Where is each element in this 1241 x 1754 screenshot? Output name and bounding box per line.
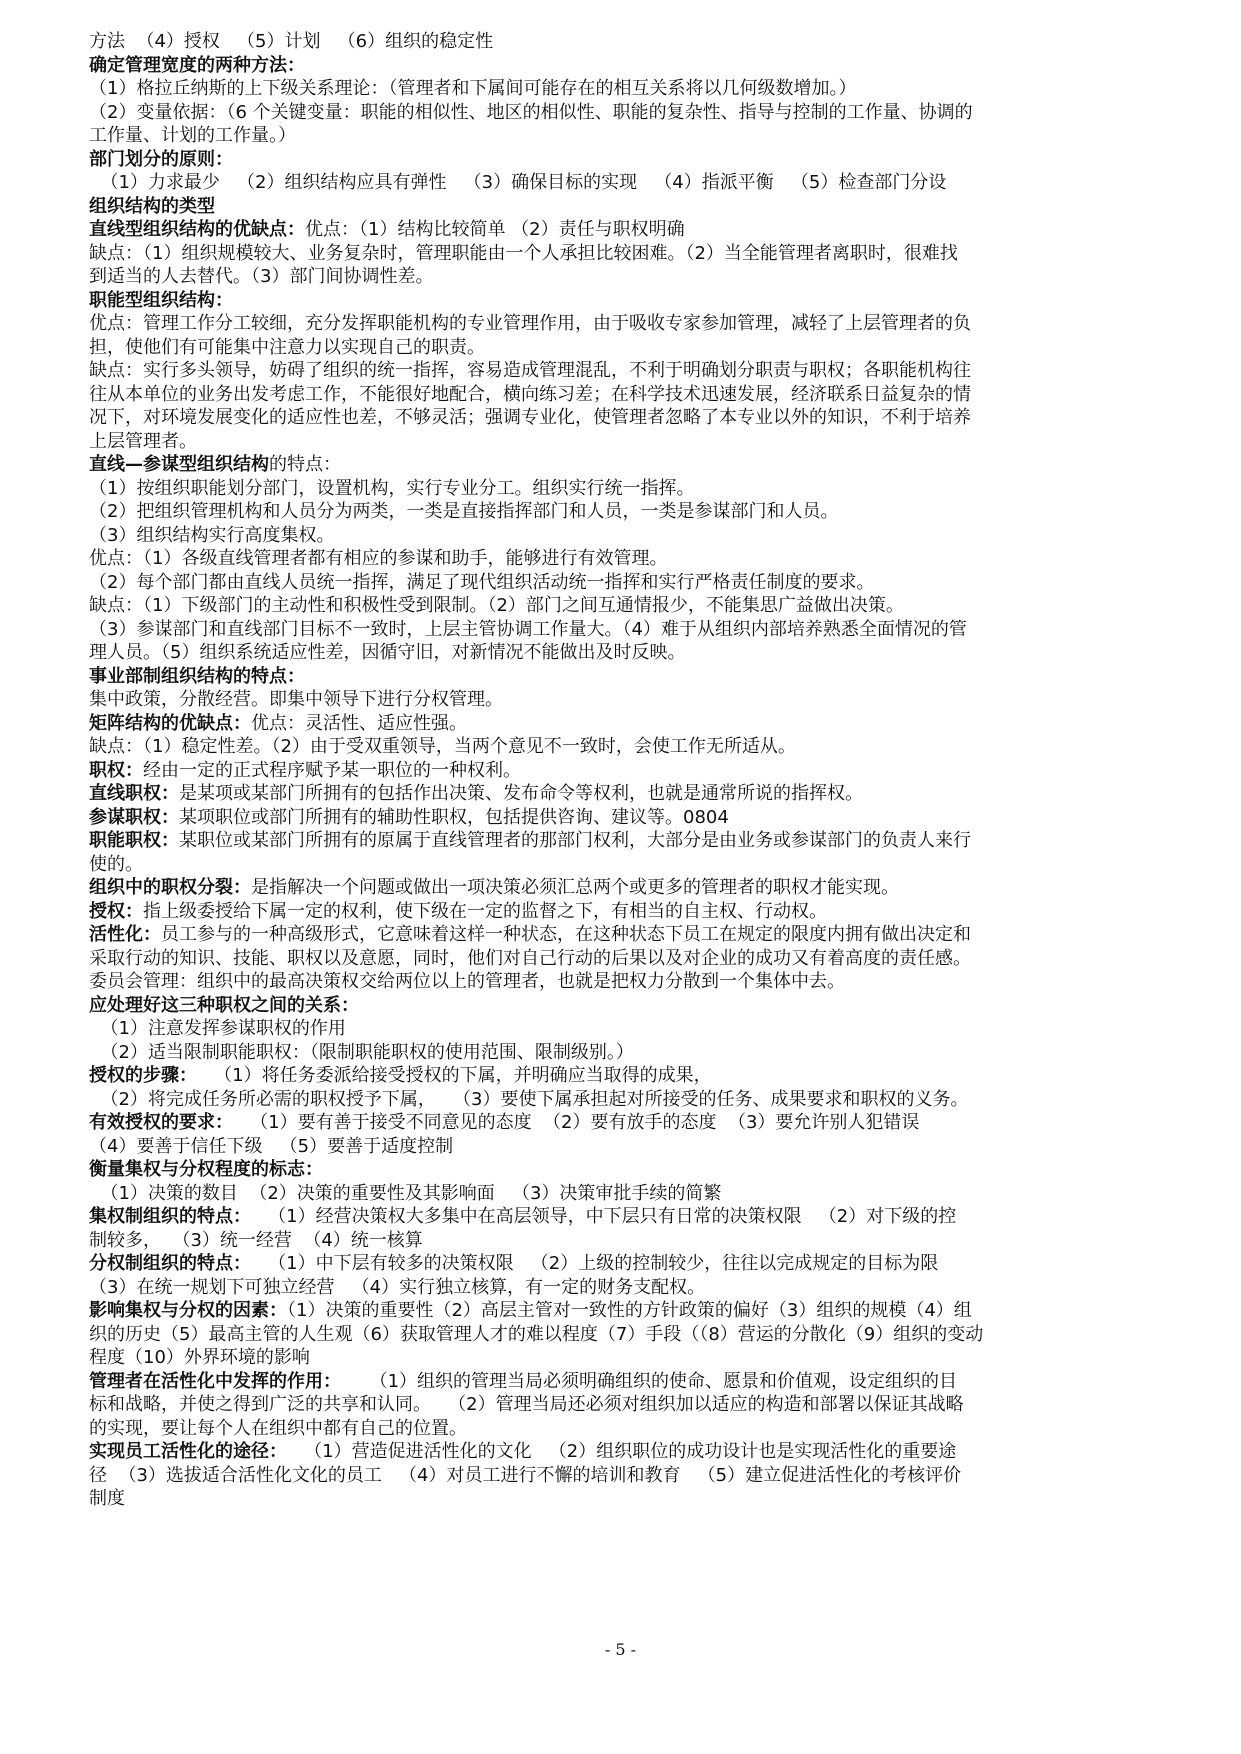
body-text: 到适当的人去替代。（3）部门间协调性差。 xyxy=(89,266,434,287)
heading-text: 活性化： xyxy=(89,924,161,945)
heading-line xyxy=(89,1440,1159,1464)
body-text: 缺点：（1）稳定性差。（2）由于受双重领导，当两个意见不一致时，会使工作无所适从。 xyxy=(89,736,796,757)
body-text: 某项职位或部门所拥有的辅助性职权，包括提供咨询、建议等。0804 xyxy=(179,806,729,828)
body-text: （1）经营决策权大多集中在高层领导，中下层只有日常的决策权限 （2）对下级的控 xyxy=(251,1206,957,1227)
page-number: - 5 - xyxy=(604,1640,637,1659)
heading-text: 管理者在活性化中发挥的作用： xyxy=(89,1370,341,1392)
body-text: 制度 xyxy=(89,1488,125,1509)
text-line xyxy=(89,641,1159,665)
text-line xyxy=(89,30,1159,54)
body-text: （2）变量依据：（6 个关键变量：职能的相似性、地区的相似性、职能的复杂性、指导与控制的工作量、协调的 xyxy=(89,101,973,123)
body-text: 是某项或某部门所拥有的包括作出决策、发布命令等权利，也就是通常所说的指挥权。 xyxy=(179,783,863,804)
heading-text: 组织结构的类型 xyxy=(89,195,215,217)
heading-line xyxy=(89,994,1159,1018)
heading-text: 衡量集权与分权程度的标志： xyxy=(89,1159,323,1180)
body-text: 织的历史（5）最高主管的人生观（6）获取管理人才的难以程度（7）手段（（8）营运的分散化（9）组织的变动 xyxy=(89,1323,984,1345)
text-line xyxy=(89,312,1159,336)
body-text: 径 （3）选拔适合活性化文化的员工 （4）对员工进行不懈的培训和教育 （5）建立促进活性化的考核评价 xyxy=(89,1464,962,1486)
heading-line xyxy=(89,1205,1159,1229)
text-line xyxy=(89,688,1159,712)
heading-line xyxy=(89,806,1159,830)
body-text: 方法 （4）授权 （5）计划 （6）组织的稳定性 xyxy=(89,31,494,52)
body-text: 制较多， （3）统一经营 （4）统一核算 xyxy=(89,1229,423,1251)
text-line xyxy=(89,101,1159,125)
body-text: （1）决策的数目 （2）决策的重要性及其影响面 （3）决策审批手续的简繁 xyxy=(89,1182,722,1204)
body-text: 的特点： xyxy=(269,454,341,475)
body-text: 优点：（1）各级直线管理者都有相应的参谋和助手，能够进行有效管理。 xyxy=(89,548,668,569)
body-text: 上层管理者。 xyxy=(89,430,197,452)
heading-line xyxy=(89,1252,1159,1276)
body-text: 优点：灵活性、适应性强。 xyxy=(251,712,467,734)
heading-text: 实现员工活性化的途径： xyxy=(89,1441,287,1462)
heading-text: 授权： xyxy=(89,900,143,922)
heading-text: 集权制组织的特点： xyxy=(89,1206,251,1227)
heading-text: 直线—参谋型组织结构 xyxy=(89,454,269,475)
text-line xyxy=(89,1182,1159,1206)
text-line xyxy=(89,1017,1159,1041)
heading-line xyxy=(89,923,1159,947)
text-line xyxy=(89,359,1159,383)
text-line xyxy=(89,477,1159,501)
body-text: 采取行动的知识、技能、职权以及意愿，同时，他们对自己行动的后果以及对企业的成功又有着高度的责任感。 xyxy=(89,947,971,969)
text-line xyxy=(89,547,1159,571)
text-line xyxy=(89,1464,1159,1488)
body-text: 优点：（1）结构比较简单 （2）责任与职权明确 xyxy=(305,219,685,240)
heading-text: 应处理好这三种职权之间的关系： xyxy=(89,994,359,1016)
heading-text: 授权的步骤： xyxy=(89,1065,197,1086)
body-text: 是指解决一个问题或做出一项决策必须汇总两个或更多的管理者的职权才能实现。 xyxy=(251,877,899,898)
text-line xyxy=(89,383,1159,407)
heading-text: 参谋职权： xyxy=(89,806,179,828)
body-text: （3）参谋部门和直线部门目标不一致时，上层主管协调工作量大。（4）难于从组织内部培养熟悉全面情况的管 xyxy=(89,618,967,640)
body-text: （4）要善于信任下级 （5）要善于适度控制 xyxy=(89,1135,454,1157)
body-text: （1）注意发挥参谋职权的作用 xyxy=(89,1018,346,1039)
heading-line xyxy=(89,829,1159,853)
text-line xyxy=(89,1041,1159,1065)
text-line xyxy=(89,970,1159,994)
heading-text: 事业部制组织结构的特点： xyxy=(89,665,305,687)
document-body xyxy=(89,30,1159,1511)
body-text: （1）组织的管理当局必须明确组织的使命、愿景和价值观，设定组织的目 xyxy=(341,1370,958,1392)
text-line xyxy=(89,171,1159,195)
heading-text: 部门划分的原则： xyxy=(89,148,233,170)
body-text: 员工参与的一种高级形式，它意味着这样一种状态，在这种状态下员工在规定的限度内拥有做出决定和 xyxy=(161,924,971,945)
body-text: （3）在统一规划下可独立经营 （4）实行独立核算，有一定的财务支配权。 xyxy=(89,1276,706,1298)
body-text: 往从本单位的业务出发考虑工作，不能很好地配合，横向练习差；在科学技术迅速发展，经济联系日益复杂的情 xyxy=(89,383,971,405)
heading-line xyxy=(89,900,1159,924)
body-text: 经由一定的正式程序赋予某一职位的一种权利。 xyxy=(143,759,521,781)
text-line xyxy=(89,1393,1159,1417)
body-text: 况下，对环境发展变化的适应性也差，不够灵活；强调专业化，使管理者忽略了本专业以外的知识，不利于培养 xyxy=(89,407,971,428)
body-text: （2）把组织管理机构和人员分为两类，一类是直接指挥部门和人员，一类是参谋部门和人员。 xyxy=(89,501,839,522)
text-line xyxy=(89,124,1159,148)
text-line xyxy=(89,430,1159,454)
text-line xyxy=(89,524,1159,548)
body-text: （2）将完成任务所必需的职权授予下属， （3）要使下属承担起对所接受的任务、成果要求和职权的义务。 xyxy=(89,1088,969,1110)
text-line xyxy=(89,406,1159,430)
body-text: 理人员。（5）组织系统适应性差，因循守旧，对新情况不能做出及时反映。 xyxy=(89,642,686,663)
text-line xyxy=(89,500,1159,524)
text-line xyxy=(89,1323,1159,1347)
heading-text: 组织中的职权分裂： xyxy=(89,877,251,898)
heading-text: 直线型组织结构的优缺点： xyxy=(89,219,305,240)
body-text: 程度（10）外界环境的影响 xyxy=(89,1347,310,1368)
body-text: （1）按组织职能划分部门，设置机构，实行专业分工。组织实行统一指挥。 xyxy=(89,477,695,499)
body-text: （1）格拉丘纳斯的上下级关系理论：（管理者和下属间可能存在的相互关系将以几何级数增加。） xyxy=(89,78,857,99)
heading-text: 职权： xyxy=(89,759,143,781)
heading-line xyxy=(89,289,1159,313)
heading-line xyxy=(89,1299,1159,1323)
text-line xyxy=(89,594,1159,618)
text-line xyxy=(89,853,1159,877)
heading-text: 职能型组织结构： xyxy=(89,289,233,311)
text-line xyxy=(89,336,1159,360)
heading-line xyxy=(89,876,1159,900)
body-text: 使的。 xyxy=(89,853,143,875)
body-text: 集中政策，分散经营。即集中领导下进行分权管理。 xyxy=(89,689,503,710)
body-text: （2）适当限制职能职权：（限制职能职权的使用范围、限制级别。） xyxy=(89,1041,634,1063)
body-text: （2）每个部门都由直线人员统一指挥，满足了现代组织活动统一指挥和实行严格责任制度的要求。 xyxy=(89,571,875,593)
body-text: 的实现，要让每个人在组织中都有自己的位置。 xyxy=(89,1417,467,1439)
text-line xyxy=(89,242,1159,266)
text-line xyxy=(89,77,1159,101)
heading-line xyxy=(89,665,1159,689)
body-text: （1）将任务委派给接受授权的下属，并明确应当取得的成果， xyxy=(197,1065,712,1086)
body-text: 缺点：实行多头领导，妨碍了组织的统一指挥，容易造成管理混乱，不利于明确划分职责与职权；各职能机构往 xyxy=(89,360,971,381)
heading-line xyxy=(89,1370,1159,1394)
text-line xyxy=(89,571,1159,595)
heading-text: 分权制组织的特点： xyxy=(89,1253,251,1274)
heading-line xyxy=(89,148,1159,172)
heading-line xyxy=(89,453,1159,477)
body-text: 委员会管理：组织中的最高决策权交给两位以上的管理者，也就是把权力分散到一个集体中去。 xyxy=(89,971,845,992)
text-line xyxy=(89,947,1159,971)
heading-line xyxy=(89,1111,1159,1135)
text-line xyxy=(89,1135,1159,1159)
text-line xyxy=(89,265,1159,289)
body-text: 指上级委授给下属一定的权利，使下级在一定的监督之下，有相当的自主权、行动权。 xyxy=(143,900,827,922)
heading-line xyxy=(89,195,1159,219)
text-line xyxy=(89,1088,1159,1112)
body-text: （1）中下层有较多的决策权限 （2）上级的控制较少，往往以完成规定的目标为限 xyxy=(251,1253,939,1274)
text-line xyxy=(89,1276,1159,1300)
heading-text: 影响集权与分权的因素： xyxy=(89,1300,287,1321)
text-line xyxy=(89,1346,1159,1370)
body-text: 工作量、计划的工作量。） xyxy=(89,125,296,146)
heading-text: 直线职权： xyxy=(89,783,179,804)
heading-line xyxy=(89,1158,1159,1182)
heading-text: 有效授权的要求： xyxy=(89,1112,233,1133)
text-line xyxy=(89,1417,1159,1441)
body-text: 担，使他们有可能集中注意力以实现自己的职责。 xyxy=(89,336,485,358)
text-line xyxy=(89,618,1159,642)
body-text: 标和战略，并使之得到广泛的共享和认同。 （2）管理当局还必须对组织加以适应的构造和部署以保证其战略 xyxy=(89,1394,964,1415)
heading-text: 矩阵结构的优缺点： xyxy=(89,712,251,734)
heading-line xyxy=(89,712,1159,736)
text-line xyxy=(89,1487,1159,1511)
body-text: （1）营造促进活性化的文化 （2）组织职位的成功设计也是实现活性化的重要途 xyxy=(287,1441,957,1462)
body-text: （1）力求最少 （2）组织结构应具有弹性 （3）确保目标的实现 （4）指派平衡 （5）检查部门分设 xyxy=(89,172,947,193)
body-text: （1）决策的重要性（2）高层主管对一致性的方针政策的偏好（3）组织的规模（4）组 xyxy=(287,1300,972,1321)
body-text: 优点：管理工作分工较细，充分发挥职能机构的专业管理作用，由于吸收专家参加管理，减轻了上层管理者的负 xyxy=(89,313,971,334)
heading-line xyxy=(89,782,1159,806)
heading-line xyxy=(89,759,1159,783)
body-text: 某职位或某部门所拥有的原属于直线管理者的那部门权利，大部分是由业务或参谋部门的负责人来行 xyxy=(179,830,971,851)
body-text: （3）组织结构实行高度集权。 xyxy=(89,524,335,546)
text-line xyxy=(89,1229,1159,1253)
heading-line xyxy=(89,1064,1159,1088)
heading-text: 确定管理宽度的两种方法： xyxy=(89,54,305,76)
heading-line xyxy=(89,54,1159,78)
body-text: 缺点：（1）下级部门的主动性和积极性受到限制。（2）部门之间互通情报少，不能集思广益做出决策。 xyxy=(89,595,904,616)
body-text: 缺点：（1）组织规模较大、业务复杂时，管理职能由一个人承担比较困难。（2）当全能管理者离职时，很难找 xyxy=(89,242,958,264)
heading-line xyxy=(89,218,1159,242)
heading-text: 职能职权： xyxy=(89,830,179,851)
body-text: （1）要有善于接受不同意见的态度 （2）要有放手的态度 （3）要允许别人犯错误 xyxy=(233,1112,920,1133)
text-line xyxy=(89,735,1159,759)
